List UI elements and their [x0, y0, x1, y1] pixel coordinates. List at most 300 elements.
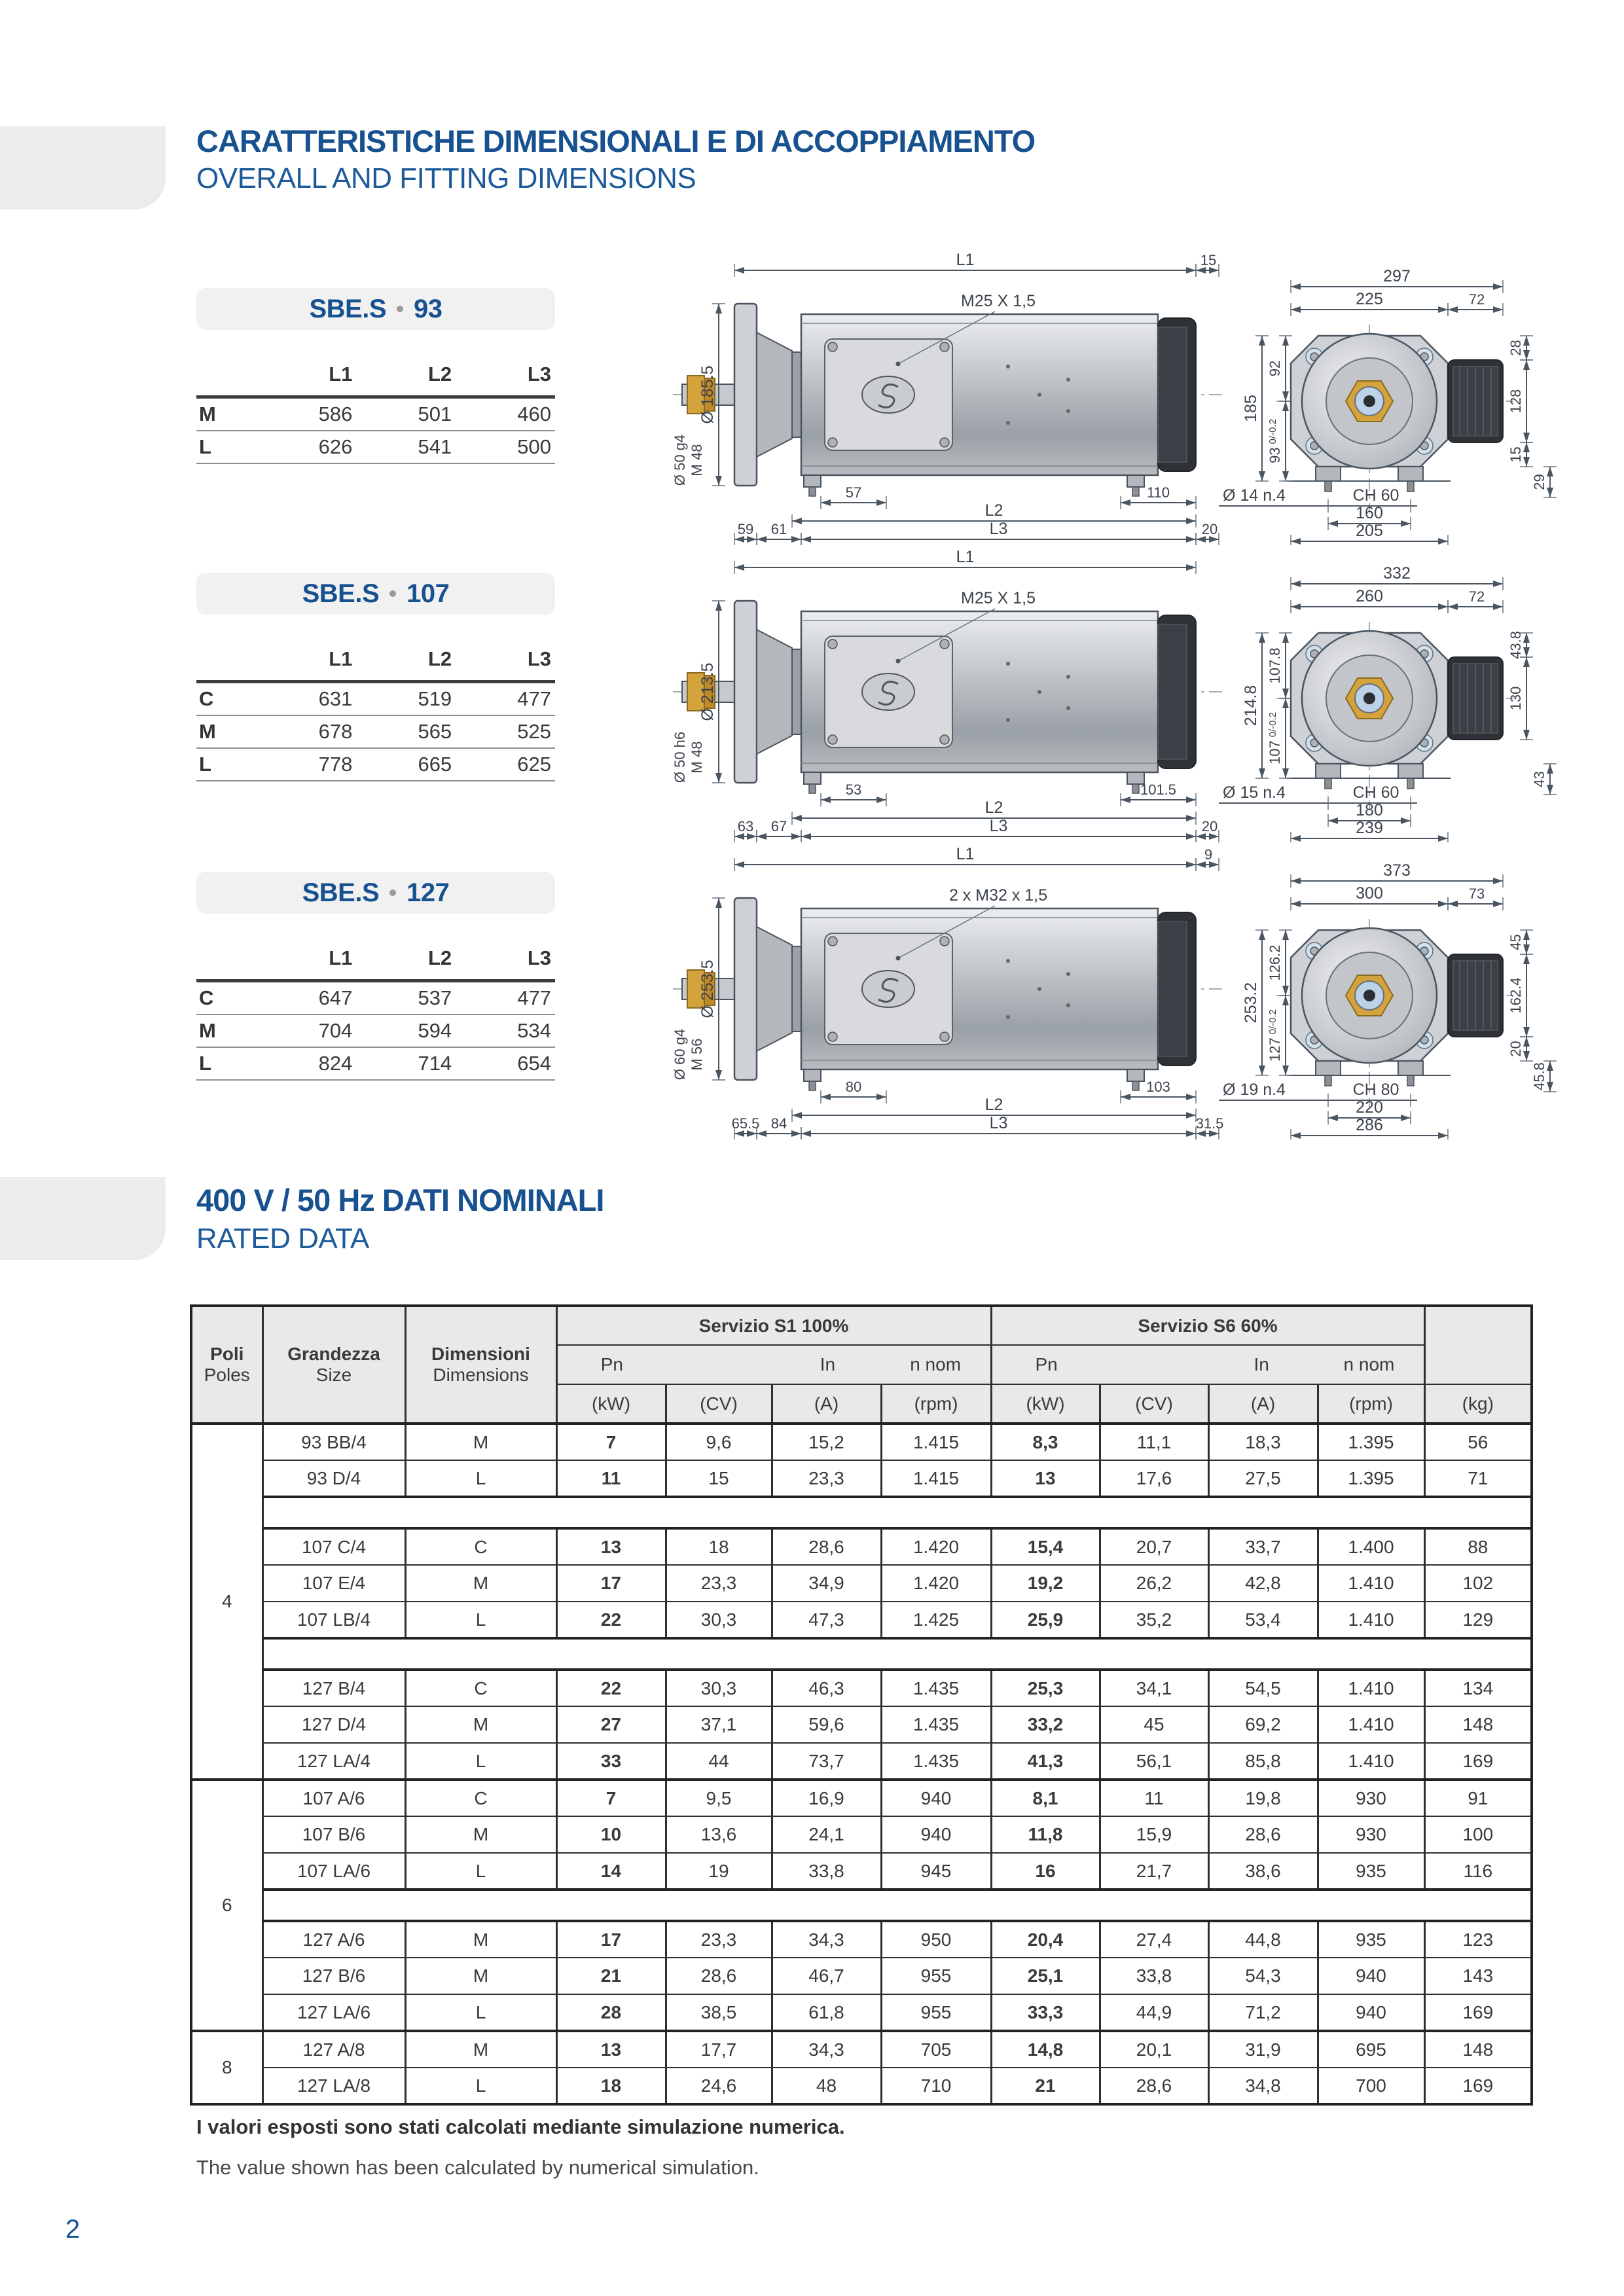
value-cell: 24,1: [772, 1816, 881, 1853]
value-cell: 85,8: [1208, 1743, 1318, 1780]
dim-label: L2: [984, 798, 1003, 817]
dim-label: L1: [956, 251, 975, 269]
dim-cell: M: [405, 2031, 556, 2068]
foot: [1127, 475, 1144, 487]
dim-label: 260: [1356, 587, 1383, 605]
unit-label: (A): [772, 1384, 881, 1424]
size-cell: 127 B/6: [262, 1958, 405, 1994]
value-cell: 25,3: [991, 1670, 1100, 1706]
value-cell: 477: [456, 981, 555, 1015]
value-cell: 41,3: [991, 1743, 1100, 1780]
dim-label: Ø 50 h6: [672, 731, 688, 783]
dim-label: 67: [770, 818, 787, 834]
dim-label: L2: [984, 501, 1003, 520]
foot: [1398, 1061, 1423, 1075]
value-cell: 17,7: [666, 2031, 772, 2068]
empty-header: [196, 946, 257, 981]
hub-cone: [757, 630, 792, 754]
dim-label: 126.2: [1267, 944, 1283, 981]
screw-icon: [828, 342, 837, 351]
value-cell: 11,1: [1100, 1424, 1208, 1460]
dim-label: Ø 213.5: [698, 662, 717, 721]
value-cell: 654: [456, 1047, 555, 1080]
unit-label: (kg): [1424, 1384, 1532, 1424]
value-cell: 25,9: [991, 1602, 1100, 1638]
rated-row: [191, 1670, 1532, 1706]
dim-label: L1: [956, 548, 975, 566]
weight-cell: 148: [1424, 1706, 1532, 1743]
value-cell: 15: [666, 1460, 772, 1497]
size-cell: 107 C/4: [262, 1528, 405, 1565]
dim-label: M 48: [689, 741, 705, 774]
rated-row: [191, 1816, 1532, 1853]
screw-icon: [940, 342, 949, 351]
col-header: L1: [329, 946, 353, 969]
value-cell: 534: [456, 1014, 555, 1047]
margin-tab: [0, 1177, 166, 1260]
foot-bolt: [1325, 1075, 1331, 1086]
size-header-en: Size: [316, 1365, 352, 1385]
foot-bolt: [1325, 778, 1331, 789]
unit-label: (CV): [1100, 1384, 1208, 1424]
size-header: [262, 1306, 405, 1424]
dimension-table: [196, 647, 555, 781]
foot: [804, 772, 821, 784]
dim-cell: L: [405, 1460, 556, 1497]
dim-label: L1: [956, 845, 975, 863]
value-cell: 15,2: [772, 1424, 881, 1460]
dim-cell: C: [405, 1780, 556, 1816]
foot: [1316, 1061, 1341, 1075]
value-cell: 33,7: [1208, 1528, 1318, 1565]
value-cell: 73,7: [772, 1743, 881, 1780]
flange-disc: [734, 304, 757, 486]
value-cell: 28,6: [1208, 1816, 1318, 1853]
value-cell: 30,3: [666, 1670, 772, 1706]
weight-cell: 169: [1424, 1743, 1532, 1780]
value-cell: 13,6: [666, 1816, 772, 1853]
value-cell: 46,7: [772, 1958, 881, 1994]
screw-icon: [940, 937, 949, 946]
value-cell: 44,8: [1208, 1921, 1318, 1958]
value-cell: 15,4: [991, 1528, 1100, 1565]
in-label: In: [1254, 1354, 1269, 1374]
value-cell: 8,1: [991, 1780, 1100, 1816]
unit-label: (A): [1208, 1384, 1318, 1424]
header-row: [196, 647, 555, 682]
dim-cell: C: [405, 1670, 556, 1706]
dim-label: 59: [737, 521, 754, 537]
weight-cell: 71: [1424, 1460, 1532, 1497]
dim-label: 2 x M32 x 1,5: [948, 886, 1048, 905]
shaft-hole: [1363, 990, 1375, 1001]
flange-disc: [734, 601, 757, 783]
value-cell: 34,3: [772, 1921, 881, 1958]
value-cell: 19,8: [1208, 1780, 1318, 1816]
dim-label: M 48: [689, 444, 705, 476]
value-cell: 678: [257, 715, 357, 748]
pn-label: Pn: [1035, 1354, 1058, 1374]
value-cell: 8,3: [991, 1424, 1100, 1460]
value-cell: 61,8: [772, 1994, 881, 2031]
flange-disc: [734, 898, 757, 1080]
value-cell: 10: [556, 1816, 666, 1853]
dim-cell: L: [405, 1853, 556, 1890]
value-cell: 1.435: [881, 1743, 991, 1780]
header-row-groups: [191, 1306, 1532, 1345]
dim-label: 20: [1201, 521, 1218, 537]
value-cell: 21: [991, 2068, 1100, 2104]
value-cell: 33,3: [991, 1994, 1100, 2031]
dim-label: 110: [1146, 484, 1170, 501]
value-cell: 565: [356, 715, 456, 748]
dim-label: CH 60: [1352, 783, 1399, 802]
value-cell: 935: [1318, 1853, 1424, 1890]
rated-row: [191, 1780, 1532, 1816]
empty-header: [196, 647, 257, 682]
value-cell: 824: [257, 1047, 357, 1080]
row-label: C: [196, 682, 257, 716]
foot-bolt: [1132, 784, 1139, 793]
value-cell: 940: [1318, 1958, 1424, 1994]
dim-cell: L: [405, 1743, 556, 1780]
table-row: [196, 981, 555, 1015]
value-cell: 48: [772, 2068, 881, 2104]
dim-cell: M: [405, 1565, 556, 1602]
dimension-table: [196, 946, 555, 1081]
dim-label: Ø 253.5: [698, 960, 717, 1018]
model-name: SBE.S: [302, 878, 380, 907]
dim-cell: C: [405, 1528, 556, 1565]
value-cell: 33,8: [1100, 1958, 1208, 1994]
value-cell: 23,3: [666, 1565, 772, 1602]
shaft-hole: [1363, 692, 1375, 704]
value-cell: 18,3: [1208, 1424, 1318, 1460]
value-cell: 47,3: [772, 1602, 881, 1638]
foot-bolt: [1132, 487, 1139, 496]
value-cell: 24,6: [666, 2068, 772, 2104]
dim-cell: L: [405, 1994, 556, 2031]
col-header: L1: [329, 363, 353, 386]
side-view: [672, 251, 1223, 545]
value-cell: 11: [556, 1460, 666, 1497]
foot-bolt: [809, 784, 816, 793]
weight-cell: 169: [1424, 2068, 1532, 2104]
col-header: L2: [428, 946, 452, 969]
weight-cell: 169: [1424, 1994, 1532, 2031]
dim-label: 180: [1356, 801, 1383, 819]
s6-quantities: [991, 1345, 1424, 1384]
drawing-sbes-93-views: [668, 241, 1584, 545]
row-label: M: [196, 715, 257, 748]
weight-cell: 116: [1424, 1853, 1532, 1890]
value-cell: 519: [356, 682, 456, 716]
row-label: M: [196, 397, 257, 431]
value-cell: 500: [456, 431, 555, 463]
value-cell: 1.400: [1318, 1528, 1424, 1565]
header-row: [196, 363, 555, 397]
value-cell: 935: [1318, 1921, 1424, 1958]
value-cell: 626: [257, 431, 357, 463]
value-cell: 11: [1100, 1780, 1208, 1816]
value-cell: 35,2: [1100, 1602, 1208, 1638]
value-cell: 665: [356, 748, 456, 781]
value-cell: 18: [666, 1528, 772, 1565]
dim-label: Ø 60 g4: [672, 1028, 688, 1081]
unit-label: (kW): [991, 1384, 1100, 1424]
screw-icon: [828, 937, 837, 946]
dim-label: 205: [1356, 522, 1383, 540]
model-title: [196, 872, 555, 914]
dimension-panel-93: [196, 288, 555, 464]
value-cell: 1.425: [881, 1602, 991, 1638]
value-cell: 525: [456, 715, 555, 748]
table-row: [196, 748, 555, 781]
dim-label: 72: [1468, 291, 1485, 308]
value-cell: 27,4: [1100, 1921, 1208, 1958]
dim-label: 61: [770, 521, 787, 537]
dot-separator-icon: [397, 306, 403, 312]
rated-row: [191, 1528, 1532, 1565]
dim-label: 225: [1356, 290, 1383, 308]
pn-label: Pn: [600, 1354, 623, 1374]
foot: [1316, 467, 1341, 481]
model-title: [196, 288, 555, 330]
weight-cell: 148: [1424, 2031, 1532, 2068]
value-cell: 13: [991, 1460, 1100, 1497]
value-cell: 594: [356, 1014, 456, 1047]
value-cell: 631: [257, 682, 357, 716]
table-row: [196, 431, 555, 463]
value-cell: 11,8: [991, 1816, 1100, 1853]
screw-icon: [828, 639, 837, 649]
value-cell: 1.435: [881, 1670, 991, 1706]
foot: [1316, 764, 1341, 778]
value-cell: 541: [356, 431, 456, 463]
value-cell: 586: [257, 397, 357, 431]
value-cell: 33: [556, 1743, 666, 1780]
dim-label: 220: [1356, 1098, 1383, 1117]
unit-label: (CV): [666, 1384, 772, 1424]
value-cell: 46,3: [772, 1670, 881, 1706]
col-header: L3: [527, 647, 551, 670]
dim-label: 43.8: [1507, 631, 1524, 659]
value-cell: 71,2: [1208, 1994, 1318, 2031]
dot-separator-icon: [389, 889, 396, 896]
dim-label: 373: [1383, 861, 1411, 880]
dim-label: $93^{0/-0.2}$: [1267, 419, 1283, 463]
dim-label: 253.2: [1242, 982, 1260, 1024]
value-cell: 18: [556, 2068, 666, 2104]
poles-header-en: Poles: [204, 1365, 250, 1385]
value-cell: 27: [556, 1706, 666, 1743]
side-view: [672, 548, 1223, 842]
dim-cell: M: [405, 1958, 556, 1994]
s1-quantities: [556, 1345, 991, 1384]
value-cell: 59,6: [772, 1706, 881, 1743]
dim-label: 73: [1468, 886, 1485, 902]
screw-icon: [828, 1032, 837, 1041]
dim-label: 20: [1507, 1041, 1524, 1057]
rated-separator-row: [191, 1890, 1532, 1921]
value-cell: 44,9: [1100, 1994, 1208, 2031]
value-cell: 1.410: [1318, 1565, 1424, 1602]
model-size: 107: [406, 579, 450, 608]
drawing-sbes-127-views: [668, 835, 1584, 1139]
rated-row: [191, 1743, 1532, 1780]
dim-cell: M: [405, 1424, 556, 1460]
dim-label: 53: [845, 781, 862, 798]
size-cell: 107 B/6: [262, 1816, 405, 1853]
value-cell: 19: [666, 1853, 772, 1890]
value-cell: 28,6: [772, 1528, 881, 1565]
model-name: SBE.S: [309, 294, 387, 323]
dim-label: 45.8: [1531, 1062, 1547, 1090]
screw-icon: [828, 735, 837, 744]
unit-label: (kW): [556, 1384, 666, 1424]
value-cell: 537: [356, 981, 456, 1015]
weight-cell: 102: [1424, 1565, 1532, 1602]
value-cell: 27,5: [1208, 1460, 1318, 1497]
col-header: L2: [428, 363, 452, 386]
size-cell: 127 D/4: [262, 1706, 405, 1743]
section2-title-it: 400 V / 50 Hz DATI NOMINALI: [196, 1183, 604, 1217]
size-cell: 107 A/6: [262, 1780, 405, 1816]
value-cell: 1.420: [881, 1565, 991, 1602]
page-number: 2: [65, 2215, 81, 2244]
value-cell: 38,6: [1208, 1853, 1318, 1890]
section1-title-it: CARATTERISTICHE DIMENSIONALI E DI ACCOPPIAMENTO: [196, 124, 1036, 158]
value-cell: 20,1: [1100, 2031, 1208, 2068]
hub-cone: [757, 927, 792, 1051]
dim-label: 31.5: [1195, 1115, 1224, 1132]
dim-label: 43: [1531, 771, 1547, 787]
dot-separator-icon: [389, 590, 396, 597]
rated-row: [191, 1565, 1532, 1602]
value-cell: 955: [881, 1994, 991, 2031]
dim-label: M 56: [689, 1038, 705, 1071]
dim-label: 63: [737, 818, 754, 834]
section1-title-en: OVERALL AND FITTING DIMENSIONS: [196, 162, 696, 194]
dim-label: 107.8: [1267, 647, 1283, 684]
dim-label: 128: [1507, 389, 1524, 414]
rated-row: [191, 1958, 1532, 1994]
side-view: [672, 845, 1223, 1139]
value-cell: 23,3: [666, 1921, 772, 1958]
dim-cell: M: [405, 1706, 556, 1743]
value-cell: 13: [556, 2031, 666, 2068]
dim-label: 160: [1356, 504, 1383, 522]
row-label: L: [196, 431, 257, 463]
footnote-it: I valori esposti sono stati calcolati mediante simulazione numerica.: [196, 2115, 845, 2138]
value-cell: 501: [356, 397, 456, 431]
size-cell: 127 A/8: [262, 2031, 405, 2068]
size-cell: 107 E/4: [262, 1565, 405, 1602]
weight-header-empty: [1424, 1306, 1532, 1384]
poles-cell: 8: [191, 2031, 262, 2104]
value-cell: 1.415: [881, 1460, 991, 1497]
weight-cell: 134: [1424, 1670, 1532, 1706]
value-cell: 940: [881, 1780, 991, 1816]
value-cell: 13: [556, 1528, 666, 1565]
value-cell: 16: [991, 1853, 1100, 1890]
value-cell: 700: [1318, 2068, 1424, 2104]
value-cell: 26,2: [1100, 1565, 1208, 1602]
dimensions-header-it: Dimensioni: [431, 1344, 530, 1364]
foot-bolt: [1407, 778, 1414, 789]
value-cell: 33,2: [991, 1706, 1100, 1743]
dim-cell: M: [405, 1816, 556, 1853]
foot: [804, 1069, 821, 1081]
dim-label: 103: [1146, 1079, 1170, 1095]
foot-bolt: [1407, 1075, 1414, 1086]
dim-label: 101.5: [1140, 781, 1177, 798]
value-cell: 647: [257, 981, 357, 1015]
value-cell: 30,3: [666, 1602, 772, 1638]
value-cell: 704: [257, 1014, 357, 1047]
dim-label: 9: [1204, 846, 1213, 863]
dim-label: 300: [1356, 884, 1383, 903]
front-view: [1219, 861, 1557, 1139]
poles-cell: 4: [191, 1424, 262, 1780]
row-label: L: [196, 1047, 257, 1080]
rated-row: [191, 1994, 1532, 2031]
dim-label: Ø 14 n.4: [1223, 486, 1286, 505]
value-cell: 930: [1318, 1816, 1424, 1853]
model-name: SBE.S: [302, 579, 380, 608]
size-cell: 127 A/6: [262, 1921, 405, 1958]
value-cell: 28: [556, 1994, 666, 2031]
value-cell: 28,6: [1100, 2068, 1208, 2104]
value-cell: 710: [881, 2068, 991, 2104]
model-size: 93: [414, 294, 442, 323]
screw-icon: [828, 438, 837, 447]
dim-label: M25 X 1,5: [961, 292, 1036, 310]
dimension-table: [196, 363, 555, 464]
size-cell: 93 D/4: [262, 1460, 405, 1497]
screw-icon: [940, 1032, 949, 1041]
col-header: L2: [428, 647, 452, 670]
dim-label: 185: [1242, 395, 1260, 422]
value-cell: 42,8: [1208, 1565, 1318, 1602]
value-cell: 7: [556, 1780, 666, 1816]
size-cell: 127 LA/8: [262, 2068, 405, 2104]
value-cell: 54,5: [1208, 1670, 1318, 1706]
value-cell: 1.435: [881, 1706, 991, 1743]
value-cell: 7: [556, 1424, 666, 1460]
weight-cell: 88: [1424, 1528, 1532, 1565]
value-cell: 45: [1100, 1706, 1208, 1743]
table-row: [196, 715, 555, 748]
value-cell: 1.410: [1318, 1743, 1424, 1780]
dim-label: L3: [989, 1114, 1008, 1132]
dim-label: 29: [1531, 474, 1547, 490]
value-cell: 955: [881, 1958, 991, 1994]
value-cell: 625: [456, 748, 555, 781]
unit-label: (rpm): [1318, 1384, 1424, 1424]
foot: [804, 475, 821, 487]
value-cell: 25,1: [991, 1958, 1100, 1994]
value-cell: 1.410: [1318, 1706, 1424, 1743]
value-cell: 17: [556, 1921, 666, 1958]
value-cell: 1.410: [1318, 1670, 1424, 1706]
rated-row: [191, 1706, 1532, 1743]
dimension-panel-127: [196, 872, 555, 1081]
foot-bolt: [1407, 481, 1414, 492]
weight-cell: 123: [1424, 1921, 1532, 1958]
value-cell: 695: [1318, 2031, 1424, 2068]
value-cell: 53,4: [1208, 1602, 1318, 1638]
